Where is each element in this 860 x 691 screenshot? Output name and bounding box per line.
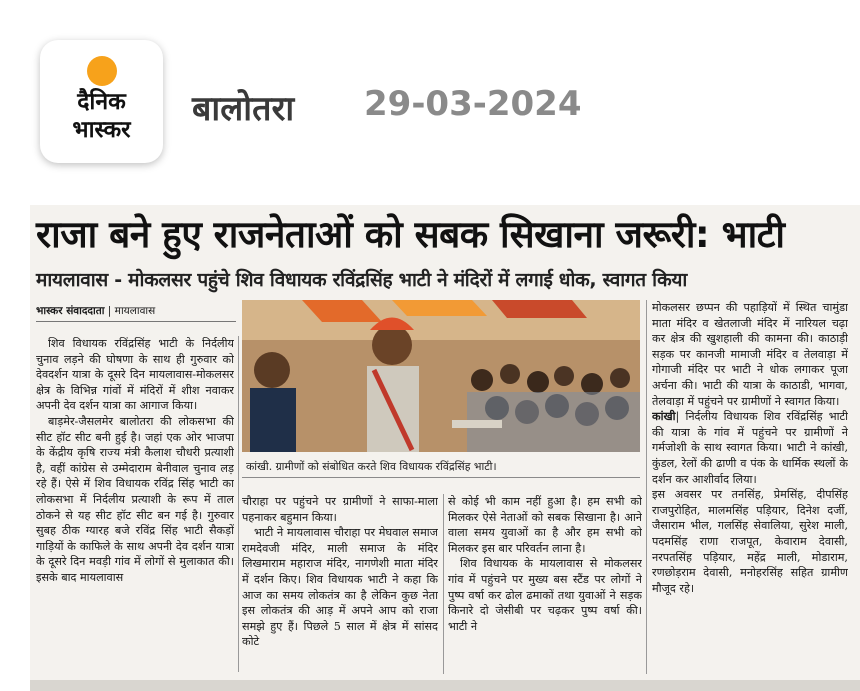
byline-separator: |: [107, 305, 115, 317]
article-column-1: [36, 336, 234, 672]
paragraph: मोकलसर छप्पन की पहाड़ियों में स्थित चामुंडा माता मंदिर व खेतलाजी मंदिर में नारियल चढ़ा कर क्षेत्र की खुशहाली की कामना की। काठाड़ी सड़क पर कानजी मामाजी मंदिर व तेलवाड़ा में गोगाजी मंदिर पर भाटी ने धोक लगाकर पूजा अर्चना की। भाटी की यात्रा के काठाडी, भागवा, तेलवाड़ा में पहुंचने पर ग्रामीणों ने स्वागत किया।: [652, 301, 848, 408]
paragraph-text: निर्दलीय विधायक शिव रविंद्रसिंह भाटी की यात्रा के गांव में पहुंचने पर ग्रामीणों ने गर्मजोशी के साथ स्वागत किया। भाटी ने कांखी, कुंडल, रेलों की ढाणी व पंक के धार्मिक स्थलों के दर्शन कर आशीर्वाद लिया।: [652, 410, 848, 486]
paragraph: शिव विधायक रविंद्रसिंह भाटी के निर्दलीय चुनाव लड़ने की घोषणा के साथ ही गुरुवार को देवदर्शन यात्रा के दूसरे दिन मायलावास-मोकलसर क्षेत्र के विभिन्न गांवों में मंदिरों में शीश नवाकर अपनी देव दर्शन यात्रा का आगाज किया।: [36, 337, 234, 413]
article-subheadline: मायलावास - मोकलसर पहुंचे शिव विधायक रविंद्रसिंह भाटी ने मंदिरों में लगाई धोक, स्वागत किया: [36, 269, 688, 291]
photo-illustration: [242, 300, 640, 452]
article-column-2: [242, 494, 438, 674]
column-divider: [443, 494, 444, 674]
paragraph: शिव विधायक के मायलावास से मोकलसर गांव में पहुंचने पर मुख्य बस स्टैंड पर लोगों ने पुष्प वर्षा कर ढोल ढमाकों तथा युवाओं ने सड़क किनारे दो जेसीबी पर चढ़कर पुष्प वर्षा की। भाटी ने: [448, 557, 642, 633]
edition-date: 29-03-2024: [364, 84, 582, 124]
paragraph: इस अवसर पर तनसिंह, प्रेमसिंह, दीपसिंह राजपुरोहित, मालमसिंह पड़ियार, दिनेश दर्जी, जैसाराम भील, गलसिंह सेवालिया, सुरेश माली, पदमसिंह राणा राजपूत, केवाराम देवासी, नरपतसिंह पड़ियार, महेंद्र माली, मोडाराम, रणछोड़राम देवासी, मनोहरसिंह सहित ग्रामीण मौजूद रहे।: [652, 488, 848, 595]
paragraph: बाड़मेर-जैसलमेर बालोतरा की लोकसभा की सीट हॉट सीट बनी हुई है। जहां एक ओर भाजपा के केंद्रीय कृषि राज्य मंत्री कैलाश चौधरी प्रत्याशी है, वहीं कांग्रेस से उम्मेदाराम बेनीवाल चुनाव लड़ रहे हैं। ऐसे में शिव विधायक रविंद्र सिंह भाटी का लोकसभा में निर्दलीय प्रत्याशी के रूप में ताल ठोकने से यह सीट हॉट सीट बन गई है। गुरुवार सुबह ठीक ग्यारह बजे रविंद्र सिंह भाटी सैकड़ों गाड़ियों के काफिले के साथ अपनी देव दर्शन यात्रा के दूसरे दिन मवड़ी गांव में लोगों से मुलाकात की। इसके बाद मायलावास: [36, 414, 234, 584]
logo-text-line2: भास्कर: [72, 117, 131, 143]
photo-caption: कांखी. ग्रामीणों को संबोधित करते शिव विधायक रविंद्रसिंह भाटी।: [242, 456, 640, 478]
byline: [36, 304, 236, 322]
column-divider: [646, 300, 647, 674]
article-column-3: [448, 494, 642, 674]
paragraph: चौराहा पर पहुंचने पर ग्रामीणों ने साफा-माला पहनाकर बहुमान किया।: [242, 495, 438, 524]
dateline-separator: |: [675, 410, 686, 424]
article-photo: [242, 300, 640, 452]
sun-icon: [87, 56, 117, 86]
column-divider: [238, 336, 239, 672]
byline-place: मायलावास: [114, 305, 156, 317]
byline-name: भास्कर संवाददाता: [36, 305, 105, 317]
logo-text-line1: दैनिक: [77, 89, 126, 115]
edition-place: बालोतरा: [192, 89, 295, 129]
next-headline-fragment: [30, 680, 860, 691]
article-headline: राजा बने हुए राजनेताओं को सबक सिखाना जरूरी: भाटी: [36, 213, 785, 256]
paragraph: [652, 409, 848, 487]
paragraph: से कोई भी काम नहीं हुआ है। हम सभी को मिलकर ऐसे नेताओं को सबक सिखाना है। आने वाला समय युवाओं का है और हम सभी को मिलकर इस बार परिवर्तन लाना है।: [448, 495, 642, 555]
dateline-kankhi: कांखी: [652, 409, 676, 424]
dainik-bhaskar-logo: [40, 40, 163, 163]
article-column-4: [652, 300, 848, 674]
paragraph: भाटी ने मायलावास चौराहा पर मेघवाल समाज रामदेवजी मंदिर, माली समाज के मंदिर लिखमाराम महाराज मंदिर, नागणेशी माता मंदिर में दर्शन किए। शिव विधायक भाटी ने कहा कि आज का समय लोकतंत्र का है लेकिन कुछ नेता इस लोकतंत्र की आड़ में अपने आप को राजा समझे हुए हैं। पिछले 5 साल में क्षेत्र में सांसद कोटे: [242, 526, 438, 649]
